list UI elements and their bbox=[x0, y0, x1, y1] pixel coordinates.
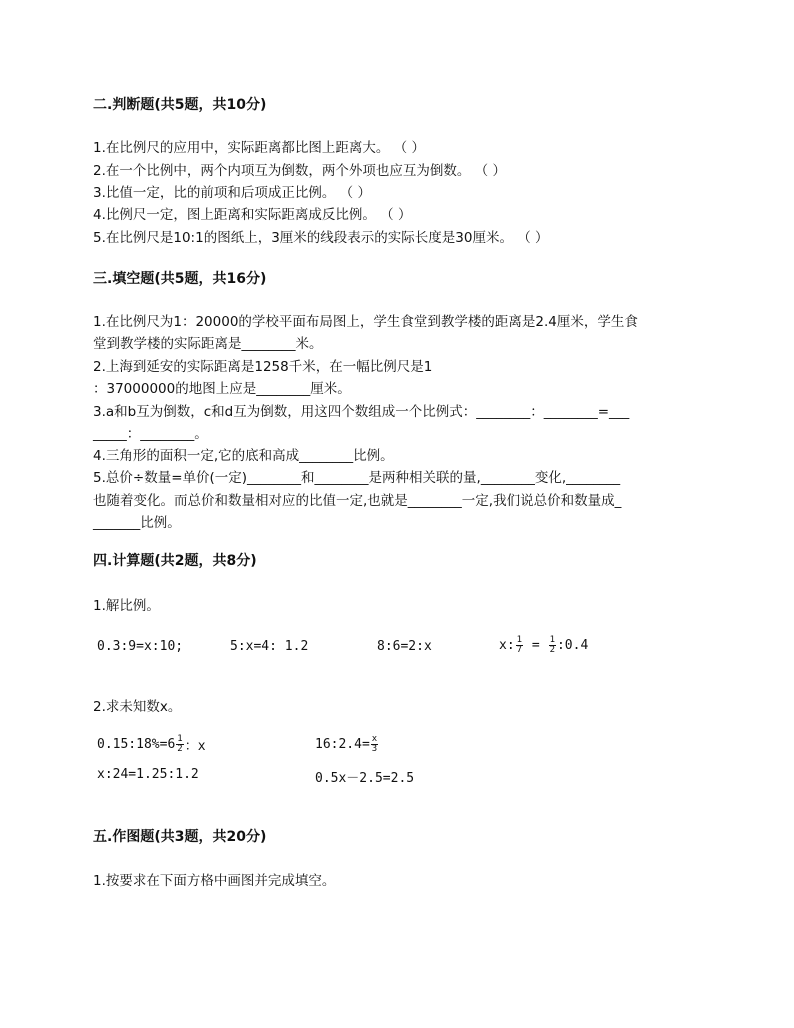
fraction-denominator: 2 bbox=[177, 743, 183, 754]
section-heading-draw: 五.作图题(共3题，共20分) bbox=[93, 829, 267, 845]
fill-line-4: ：37000000的地图上应是________厘米。 bbox=[93, 381, 351, 397]
equation-1d bbox=[499, 633, 588, 657]
fill-line-8: 5.总价÷数量=单价(一定)________和________是两种相关联的量,________变化,________ bbox=[93, 470, 621, 486]
fill-line-10: _______比例。 bbox=[93, 515, 181, 531]
eq-2a-prefix: 0.15:18%=6 bbox=[97, 736, 176, 752]
equation-1c: 8:6=2:x bbox=[377, 639, 432, 654]
judge-item-5: 5.在比例尺是10:1的图纸上，3厘米的线段表示的实际长度是30厘米。 （ ） bbox=[93, 230, 549, 246]
fraction-numerator: 1 bbox=[516, 634, 523, 645]
equation-2c: x:24=1.25:1.2 bbox=[97, 767, 199, 782]
judge-item-3: 3.比值一定，比的前项和后项成正比例。 （ ） bbox=[93, 185, 371, 201]
judge-item-4: 4.比例尺一定，图上距离和实际距离成反比例。 （ ） bbox=[93, 207, 412, 223]
calc-q2-label: 2.求未知数x。 bbox=[93, 699, 182, 715]
calc-q1-label: 1.解比例。 bbox=[93, 598, 160, 614]
draw-q1: 1.按要求在下面方格中画图并完成填空。 bbox=[93, 873, 336, 889]
fraction-x-over-three bbox=[371, 735, 378, 754]
section-heading-calc: 四.计算题(共2题，共8分) bbox=[93, 553, 257, 569]
fraction-one-half bbox=[176, 735, 183, 754]
equation-2b bbox=[315, 731, 379, 757]
equation-2d: 0.5x－2.5=2.5 bbox=[315, 771, 415, 786]
fraction-one-seventh bbox=[516, 636, 523, 655]
judge-item-2: 2.在一个比例中，两个内项互为倒数，两个外项也应互为倒数。 （ ） bbox=[93, 163, 506, 179]
eq-1d-equals: = bbox=[524, 637, 548, 653]
fraction-numerator: 1 bbox=[549, 634, 555, 645]
equation-2a bbox=[97, 731, 206, 757]
eq-2b-prefix: 16:2.4= bbox=[315, 736, 370, 752]
fill-line-1: 1.在比例尺为1：20000的学校平面布局图上，学生食堂到教学楼的距离是2.4厘米，学生食 bbox=[93, 314, 638, 330]
fill-line-5: 3.a和b互为倒数，c和d互为倒数，用这四个数组成一个比例式：________：________=___ bbox=[93, 404, 630, 420]
equation-1b: 5:x=4: 1.2 bbox=[230, 639, 309, 654]
fill-line-7: 4.三角形的面积一定,它的底和高成________比例。 bbox=[93, 448, 394, 464]
fraction-denominator: 7 bbox=[516, 644, 523, 655]
fill-line-9: 也随着变化。而总价和数量相对应的比值一定,也就是________一定,我们说总价和数量成_ bbox=[93, 493, 622, 509]
equation-1a: 0.3:9=x:10; bbox=[97, 639, 184, 654]
eq-1d-suffix: :0.4 bbox=[556, 637, 589, 653]
section-heading-fill: 三.填空题(共5题，共16分) bbox=[93, 271, 267, 287]
fraction-numerator: x bbox=[371, 733, 378, 744]
fill-line-6: _____：________。 bbox=[93, 426, 208, 442]
eq-2a-suffix: ：x bbox=[184, 738, 206, 754]
fill-line-2: 堂到教学楼的实际距离是________米。 bbox=[93, 336, 323, 352]
fraction-denominator: 3 bbox=[371, 743, 378, 754]
judge-item-1: 1.在比例尺的应用中，实际距离都比图上距离大。 （ ） bbox=[93, 140, 425, 156]
section-heading-judge: 二.判断题(共5题，共10分) bbox=[93, 97, 267, 113]
fraction-one-half bbox=[549, 636, 556, 655]
fill-line-3: 2.上海到延安的实际距离是1258千米，在一幅比例尺是1 bbox=[93, 359, 433, 375]
fraction-denominator: 2 bbox=[549, 644, 555, 655]
fraction-numerator: 1 bbox=[177, 733, 183, 744]
eq-1d-prefix: x: bbox=[499, 637, 515, 653]
